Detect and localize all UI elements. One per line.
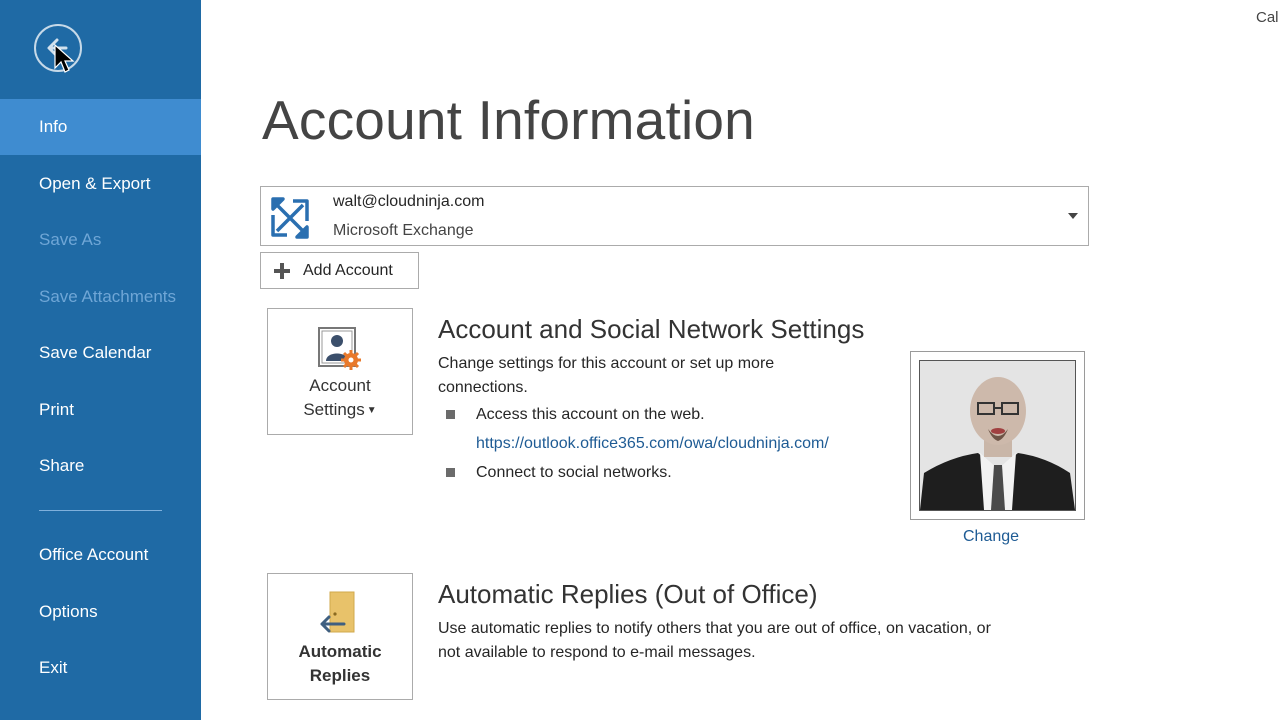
owa-link[interactable]: https://outlook.office365.com/owa/cloudninja.com/ xyxy=(476,435,829,452)
nav-item-office-account[interactable]: Office Account xyxy=(39,545,149,564)
profile-photo xyxy=(919,360,1076,511)
mouse-cursor-icon xyxy=(54,44,76,76)
automatic-replies-title: Automatic Replies (Out of Office) xyxy=(438,579,818,609)
automatic-replies-button[interactable] xyxy=(267,573,413,700)
chevron-down-icon[interactable] xyxy=(1066,211,1080,221)
account-settings-title: Account and Social Network Settings xyxy=(438,314,865,344)
account-settings-desc-line2: connections. xyxy=(438,379,528,396)
account-type: Microsoft Exchange xyxy=(333,222,474,239)
account-settings-label-line1: Account xyxy=(309,376,371,395)
nav-divider xyxy=(39,510,162,511)
nav-item-save-calendar[interactable]: Save Calendar xyxy=(39,343,152,362)
nav-item-share[interactable]: Share xyxy=(39,456,85,475)
account-settings-icon xyxy=(316,325,366,371)
top-right-label: Cal xyxy=(1256,9,1279,26)
plus-icon xyxy=(273,262,291,280)
nav-item-print[interactable]: Print xyxy=(39,400,74,419)
nav-item-exit[interactable]: Exit xyxy=(39,658,68,677)
account-settings-button[interactable] xyxy=(267,308,413,435)
connect-social-link[interactable]: Connect to social networks. xyxy=(476,464,672,481)
automatic-replies-desc-line1: Use automatic replies to notify others that you are out of office, on vacation, or xyxy=(438,620,991,637)
exchange-icon xyxy=(267,195,313,241)
account-selector[interactable] xyxy=(260,186,1089,246)
nav-item-open-export[interactable]: Open & Export xyxy=(39,174,151,193)
bullet-icon xyxy=(446,468,455,477)
add-account-label: Add Account xyxy=(303,262,393,279)
change-photo-link[interactable]: Change xyxy=(963,528,1020,545)
automatic-replies-label-line2: Replies xyxy=(309,666,371,685)
access-web-text: Access this account on the web. xyxy=(476,406,705,423)
account-settings-label-line2 xyxy=(268,398,412,423)
account-settings-label-text: Settings xyxy=(303,400,365,419)
automatic-replies-label-line1: Automatic xyxy=(298,642,382,661)
account-settings-desc-line1: Change settings for this account or set up more xyxy=(438,355,775,372)
nav-item-options[interactable]: Options xyxy=(39,602,98,621)
nav-item-info[interactable]: Info xyxy=(0,99,201,155)
page-title: Account Information xyxy=(262,89,755,151)
profile-picture-frame[interactable] xyxy=(910,351,1085,520)
add-account-button[interactable] xyxy=(260,252,419,289)
nav-item-save-as: Save As xyxy=(39,230,102,249)
automatic-replies-icon xyxy=(316,588,366,638)
bullet-icon xyxy=(446,410,455,419)
person-photo-icon xyxy=(920,361,1075,510)
backstage-sidebar xyxy=(0,0,201,720)
caret-down-icon: ▼ xyxy=(366,404,377,416)
nav-item-save-attachments: Save Attachments xyxy=(39,287,177,306)
account-email: walt@cloudninja.com xyxy=(333,193,485,210)
automatic-replies-desc-line2: not available to respond to e-mail messages. xyxy=(438,644,756,661)
